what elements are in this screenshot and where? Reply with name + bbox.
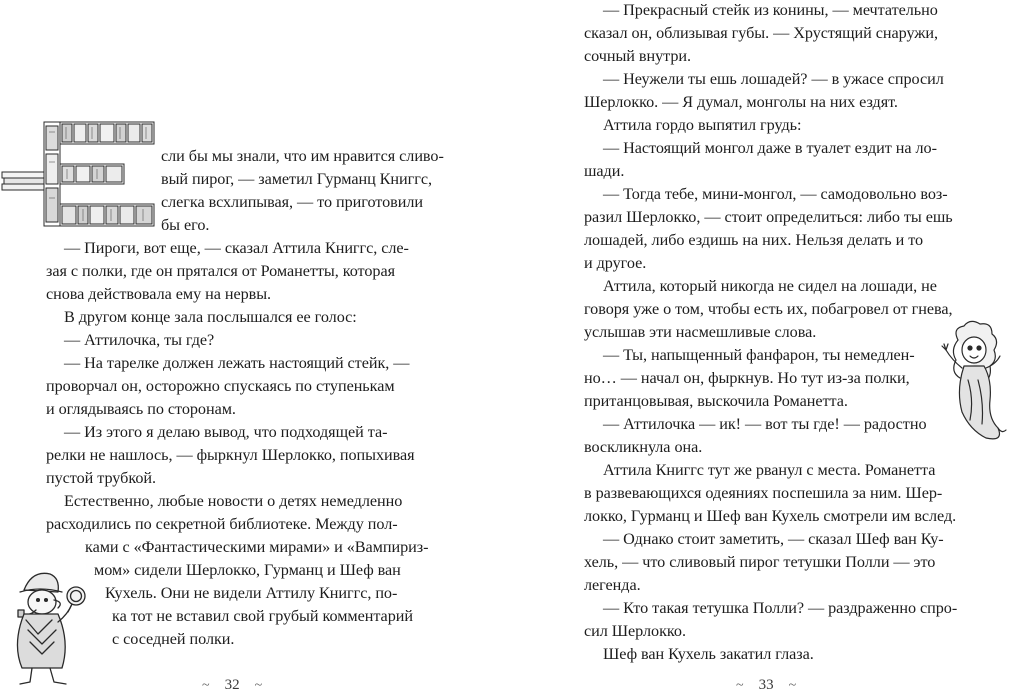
text-line: мом» сидели Шерлокко, Гурманц и Шеф ван bbox=[94, 561, 401, 579]
text-line: — Неужели ты ешь лошадей? — в ужасе спросил bbox=[603, 70, 944, 88]
text-line: вый пирог, — заметил Гурманц Книггс, bbox=[161, 170, 432, 188]
text-line: Шеф ван Кухель закатил глаза. bbox=[603, 645, 814, 663]
text-line: — На тарелке должен лежать настоящий стейк, — bbox=[64, 354, 410, 372]
text-line: — Аттилочка, ты где? bbox=[64, 331, 215, 349]
text-line: ками с «Фантастическими мирами» и «Вампириз- bbox=[85, 538, 429, 556]
page-number-value: 32 bbox=[224, 677, 240, 693]
text-line: сил Шерлокко. bbox=[584, 622, 686, 640]
folio-ornament: ~ bbox=[254, 678, 263, 693]
text-line: бы его. bbox=[161, 216, 210, 234]
text-line: пустой трубкой. bbox=[46, 469, 156, 487]
text-line: Кухель. Они не видели Аттилу Книггс, по- bbox=[105, 584, 398, 602]
text-line: В другом конце зала послышался ее голос: bbox=[64, 308, 357, 326]
text-line: — Пироги, вот еще, — сказал Аттила Книггс, сле- bbox=[64, 239, 409, 257]
text-line: снова действовала ему на нервы. bbox=[46, 285, 272, 303]
text-line: шади. bbox=[584, 162, 625, 180]
text-line: с соседней полки. bbox=[112, 630, 235, 648]
right-page bbox=[508, 0, 1016, 695]
text-line: локко, Гурманц и Шеф ван Кухель смотрели им вслед. bbox=[584, 507, 957, 525]
text-line: ка тот не вставил свой грубый комментарий bbox=[112, 607, 413, 625]
folio-ornament: ~ bbox=[788, 678, 797, 693]
text-line: говоря уже о том, чтобы есть их, побагровел от гнева, bbox=[584, 300, 953, 318]
detective-with-magnifier-icon bbox=[2, 564, 102, 692]
folio-ornament: ~ bbox=[736, 678, 744, 693]
page-number bbox=[202, 676, 262, 695]
text-line: — Ты, напыщенный фанфарон, ты немедлен- bbox=[603, 346, 915, 364]
text-line: — Однако стоит заметить, — сказал Шеф ван Ку- bbox=[603, 530, 944, 548]
text-line: Естественно, любые новости о детях немедленно bbox=[64, 492, 403, 510]
text-line: зая с полки, где он прятался от Романетты, которая bbox=[46, 262, 395, 280]
text-line: в развевающихся одеяниях поспешила за ним. Шер- bbox=[584, 484, 943, 502]
text-line: лошадей, либо ездишь на них. Нельзя делать и то bbox=[584, 231, 924, 249]
text-line: слегка всхлипывая, — то приготовили bbox=[161, 193, 424, 211]
text-line: Аттила гордо выпятил грудь: bbox=[603, 116, 802, 134]
drop-cap-bookshelf-icon bbox=[0, 118, 160, 230]
text-line: — Из этого я делаю вывод, что подходящей та- bbox=[64, 423, 388, 441]
page-number bbox=[736, 676, 796, 695]
text-line: услышав эти насмешливые слова. bbox=[584, 323, 817, 341]
text-line: — Тогда тебе, мини-монгол, — самодовольно воз- bbox=[603, 185, 948, 203]
text-line: и оглядываясь по сторонам. bbox=[46, 400, 236, 418]
girl-with-curly-hair-icon bbox=[940, 320, 1010, 444]
page-number-value: 33 bbox=[758, 677, 774, 693]
text-line: и другое. bbox=[584, 254, 647, 272]
text-line: разил Шерлокко, — стоит определиться: либо ты ешь bbox=[584, 208, 953, 226]
text-line: расходились по секретной библиотеке. Между пол- bbox=[46, 515, 398, 533]
text-line: но… — начал он, фыркнув. Но тут из-за полки, bbox=[584, 369, 910, 387]
text-line: проворчал он, осторожно спускаясь по ступенькам bbox=[46, 377, 395, 395]
text-line: — Прекрасный стейк из конины, — мечтательно bbox=[603, 1, 938, 19]
text-line: легенда. bbox=[584, 576, 641, 594]
text-line: — Настоящий монгол даже в туалет ездит на ло- bbox=[603, 139, 937, 157]
text-line: сочный внутри. bbox=[584, 47, 692, 65]
text-line: Шерлокко. — Я думал, монголы на них ездят. bbox=[584, 93, 898, 111]
text-line: сли бы мы знали, что им нравится сливо- bbox=[161, 147, 444, 165]
folio-ornament: ~ bbox=[202, 678, 210, 693]
text-line: Аттила, который никогда не сидел на лошади, не bbox=[603, 277, 937, 295]
text-line: Аттила Книггс тут же рванул с места. Романетта bbox=[603, 461, 936, 479]
text-line: — Кто такая тетушка Полли? — раздраженно спро- bbox=[603, 599, 958, 617]
text-line: пританцовывая, выскочила Романетта. bbox=[584, 392, 848, 410]
text-line: воскликнула она. bbox=[584, 438, 703, 456]
text-line: релки не нашлось, — фыркнул Шерлокко, попыхивая bbox=[46, 446, 415, 464]
text-line: сказал он, облизывая губы. — Хрустящий снаружи, bbox=[584, 24, 939, 42]
text-line: хель, — что сливовый пирог тетушки Полли — это bbox=[584, 553, 936, 571]
text-line: — Аттилочка — ик! — вот ты где! — радостно bbox=[603, 415, 927, 433]
